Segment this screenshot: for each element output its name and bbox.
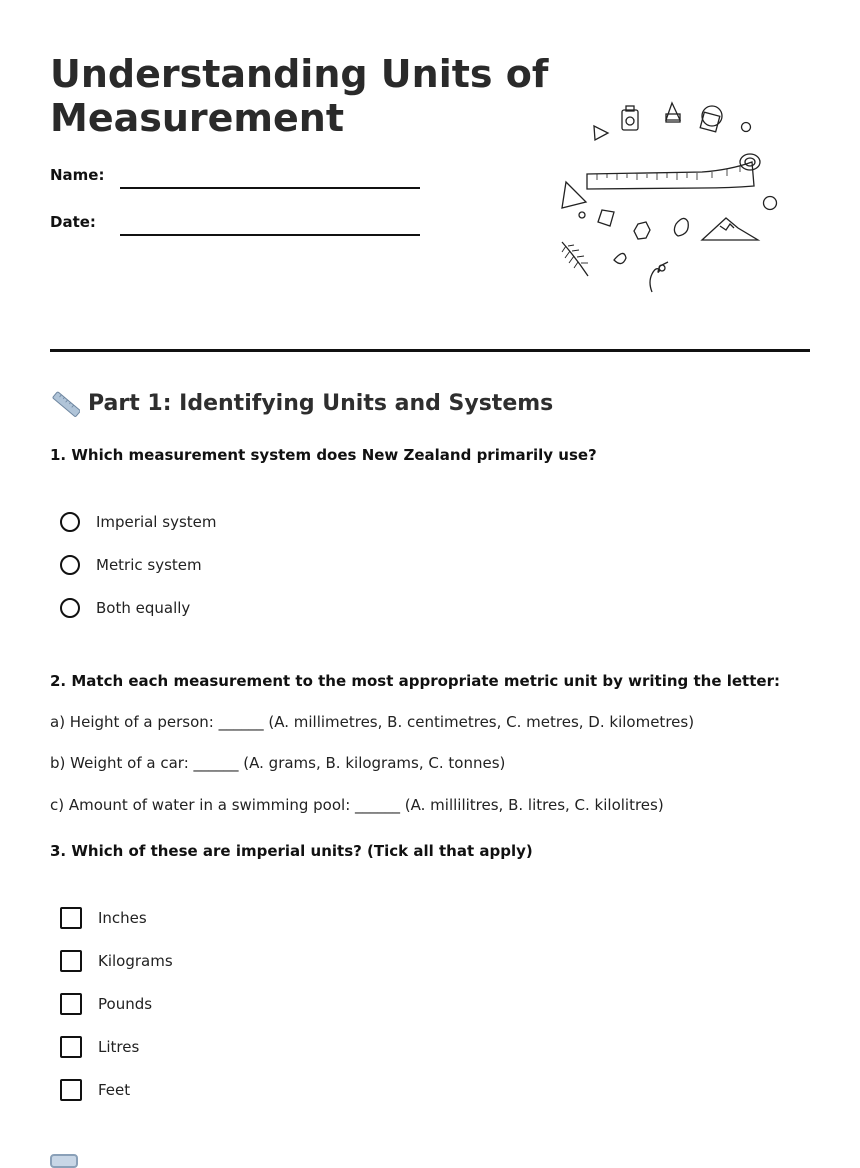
q3-option-pounds[interactable] [60, 993, 152, 1015]
mountain-icon [702, 218, 758, 240]
option-label: Pounds [98, 995, 153, 1013]
checkbox[interactable] [60, 1036, 82, 1058]
jar-icon [622, 110, 638, 130]
radio-button[interactable] [60, 555, 80, 575]
date-label: Date: [50, 213, 96, 231]
date-field[interactable] [120, 234, 420, 236]
option-label: Imperial system [96, 513, 217, 531]
part1-title: Part 1: Identifying Units and Systems [88, 390, 554, 416]
set-square-icon [562, 182, 586, 208]
option-label: Feet [98, 1081, 131, 1099]
option-label: Metric system [96, 556, 202, 574]
radio-button[interactable] [60, 598, 80, 618]
question-1: 1. Which measurement system does New Zealand primarily use? [50, 446, 597, 464]
triangle-small-icon [666, 103, 680, 120]
option-label: Inches [98, 909, 147, 927]
option-label: Both equally [96, 599, 191, 617]
q1-option-both[interactable] [60, 598, 190, 618]
match-item-c: c) Amount of water in a swimming pool: ______ (A. millilitres, B. litres, C. kilolitres) [50, 796, 664, 814]
question-2: 2. Match each measurement to the most appropriate metric unit by writing the letter: [50, 672, 780, 690]
next-section-icon [50, 1154, 78, 1168]
part1-heading [50, 388, 553, 418]
q3-option-litres[interactable] [60, 1036, 139, 1058]
checkbox[interactable] [60, 993, 82, 1015]
name-label: Name: [50, 166, 105, 184]
tape-measure-icon [587, 162, 754, 189]
question-3: 3. Which of these are imperial units? (Tick all that apply) [50, 842, 533, 860]
leaf-icon [614, 253, 626, 263]
q1-option-imperial[interactable] [60, 512, 216, 532]
checkbox[interactable] [60, 950, 82, 972]
q1-option-metric[interactable] [60, 555, 202, 575]
worksheet-title: Understanding Units of Measurement [50, 52, 549, 140]
checkbox[interactable] [60, 1079, 82, 1101]
option-label: Kilograms [98, 952, 173, 970]
measurement-illustration [552, 96, 792, 296]
section-divider [50, 349, 810, 352]
radio-button[interactable] [60, 512, 80, 532]
ruler-icon [50, 388, 80, 418]
fern-icon [562, 242, 588, 276]
q3-option-feet[interactable] [60, 1079, 130, 1101]
match-item-a: a) Height of a person: ______ (A. millimetres, B. centimetres, C. metres, D. kilometres) [50, 713, 695, 731]
checkbox[interactable] [60, 907, 82, 929]
hexagon-icon [634, 222, 650, 239]
q3-option-kilograms[interactable] [60, 950, 173, 972]
match-item-b: b) Weight of a car: ______ (A. grams, B. kilograms, C. tonnes) [50, 754, 506, 772]
option-label: Litres [98, 1038, 140, 1056]
triangle-shape-icon [594, 126, 608, 140]
q3-option-inches[interactable] [60, 907, 147, 929]
quadrilateral-icon [598, 210, 614, 226]
stone-icon [674, 218, 688, 236]
name-field[interactable] [120, 187, 420, 189]
